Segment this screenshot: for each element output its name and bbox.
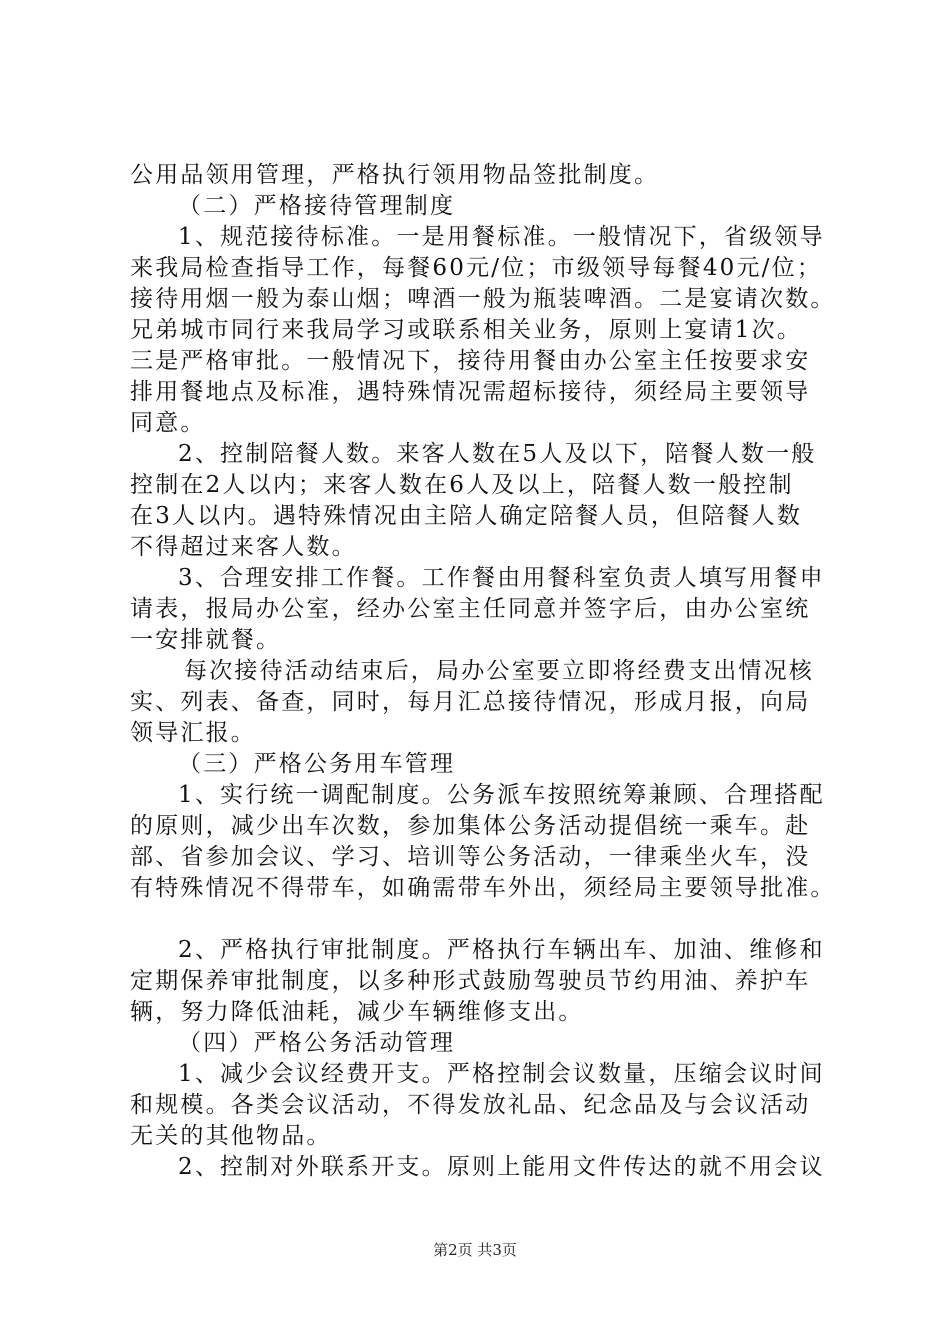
text-line: 兄弟城市同行来我局学习或联系相关业务，原则上宴请1次。 <box>130 317 803 343</box>
text-line: 同意。 <box>130 410 206 436</box>
text-line: 1、减少会议经费开支。严格控制会议数量，压缩会议时间 <box>178 1061 825 1087</box>
text-line: 无关的其他物品。 <box>130 1123 332 1149</box>
text-line: 辆，努力降低油耗，减少车辆维修支出。 <box>130 999 584 1025</box>
section-heading-activities: （四）严格公务活动管理 <box>178 1030 456 1056</box>
text-line: 请表，报局办公室，经办公室主任同意并签字后，由办公室统 <box>130 596 811 622</box>
text-line: 排用餐地点及标准，遇特殊情况需超标接待，须经局主要领导 <box>130 379 811 405</box>
text-line: 3、合理安排工作餐。工作餐由用餐科室负责人填写用餐申 <box>178 565 825 591</box>
text-line: 2、控制陪餐人数。来客人数在5人及以下，陪餐人数一般 <box>178 441 817 467</box>
document-body <box>130 160 836 1183</box>
text-line: 接待用烟一般为泰山烟；啤酒一般为瓶装啤酒。二是宴请次数。 <box>130 286 836 312</box>
text-line: 定期保养审批制度，以多种形式鼓励驾驶员节约用油、养护车 <box>130 968 811 994</box>
text-line: 部、省参加会议、学习、培训等公务活动，一律乘坐火车，没 <box>130 844 811 870</box>
text-line: 不得超过来客人数。 <box>130 534 357 560</box>
text-line: 和规模。各类会议活动，不得发放礼品、纪念品及与会议活动 <box>130 1092 811 1118</box>
text-line: 控制在2人以内；来客人数在6人及以上，陪餐人数一般控制 <box>130 472 794 498</box>
text-line: 的原则，减少出车次数，参加集体公务活动提倡统一乘车。赴 <box>130 813 811 839</box>
text-line: 实、列表、备查，同时，每月汇总接待情况，形成月报，向局 <box>130 689 811 715</box>
text-line: 每次接待活动结束后，局办公室要立即将经费支出情况核 <box>184 658 814 684</box>
text-line: 1、实行统一调配制度。公务派车按照统筹兼顾、合理搭配 <box>178 782 825 808</box>
text-line: 公用品领用管理，严格执行领用物品签批制度。 <box>130 162 660 188</box>
text-line: 2、控制对外联系开支。原则上能用文件传达的就不用会议 <box>178 1154 825 1180</box>
text-line: 2、严格执行审批制度。严格执行车辆出车、加油、维修和 <box>178 937 825 963</box>
section-heading-reception: （二）严格接待管理制度 <box>178 193 456 219</box>
text-line: 有特殊情况不得带车，如确需带车外出，须经局主要领导批准。 <box>130 875 836 901</box>
text-line: 一安排就餐。 <box>130 627 282 653</box>
text-line: 三是严格审批。一般情况下，接待用餐由办公室主任按要求安 <box>130 348 811 374</box>
text-line: 领导汇报。 <box>130 720 256 746</box>
section-heading-vehicles: （三）严格公务用车管理 <box>178 751 456 777</box>
paragraph-gap <box>130 904 830 935</box>
text-line: 来我局检查指导工作，每餐60元/位；市级领导每餐40元/位； <box>130 255 823 281</box>
page-footer: 第2页 共3页 <box>433 1241 517 1259</box>
text-line: 在3人以内。遇特殊情况由主陪人确定陪餐人员，但陪餐人数 <box>130 503 803 529</box>
text-line: 1、规范接待标准。一是用餐标准。一般情况下，省级领导 <box>178 224 825 250</box>
